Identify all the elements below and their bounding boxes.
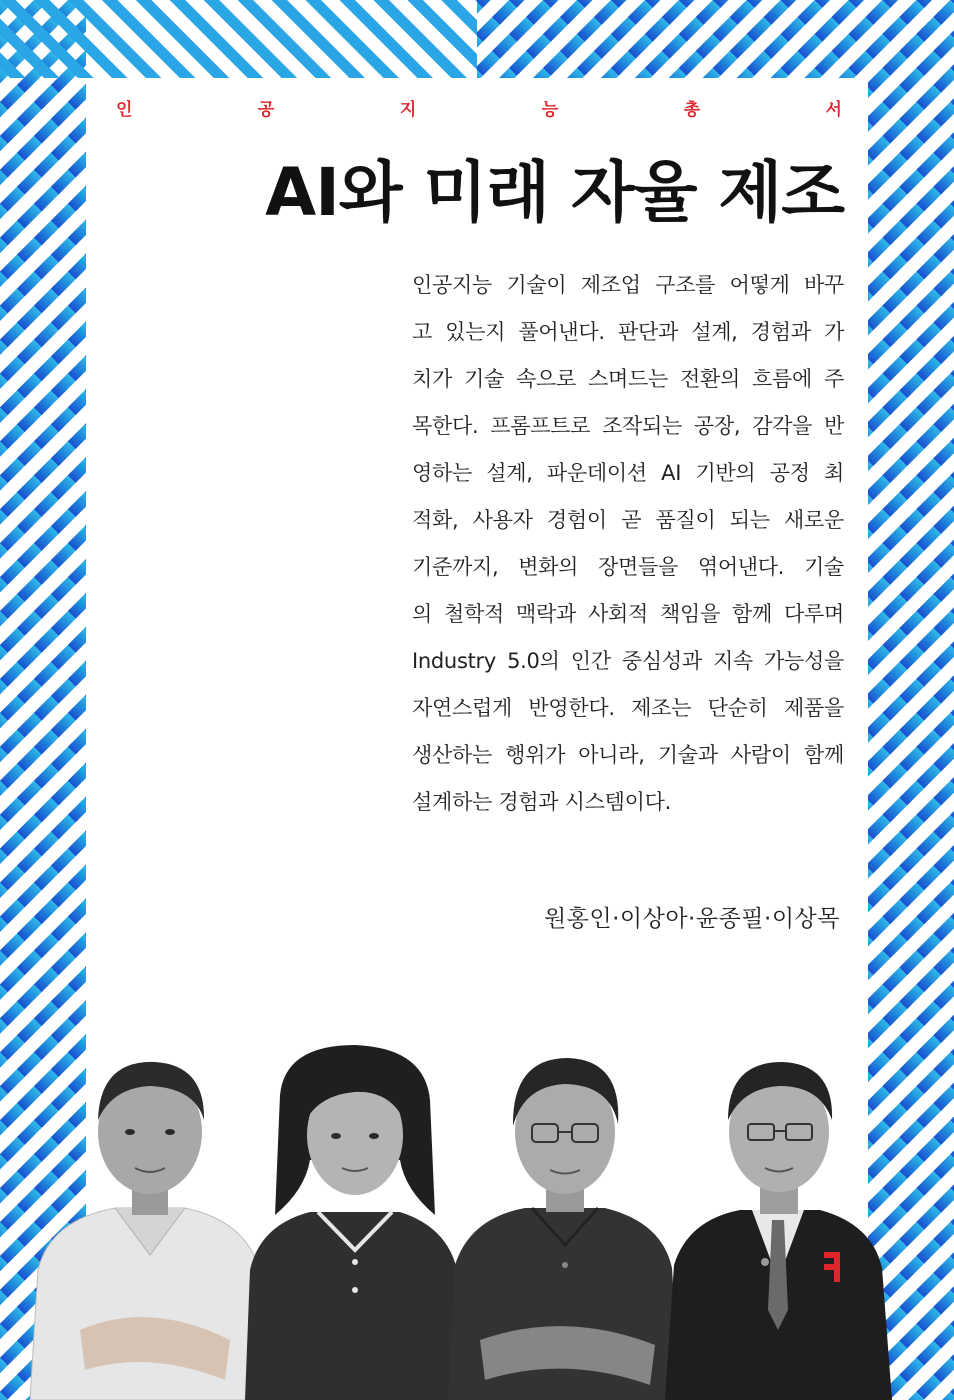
description-line: 고 있는지 풀어낸다. 판단과 설계, 경험과 가 <box>412 320 844 344</box>
author-photo-3 <box>440 1040 690 1400</box>
series-label <box>116 100 842 120</box>
description-line: Industry 5.0의 인간 중심성과 지속 가능성을 <box>412 649 844 673</box>
series-char: 서 <box>825 100 842 120</box>
description-line: 영하는 설계, 파운데이션 AI 기반의 공정 최 <box>412 461 844 485</box>
series-char: 인 <box>116 100 133 120</box>
author-photo-4 <box>660 1040 900 1400</box>
description-line: 목한다. 프롬프트로 조작되는 공장, 감각을 반 <box>412 414 844 438</box>
series-char: 총 <box>683 100 701 120</box>
description-line: 치가 기술 속으로 스며드는 전환의 흐름에 주 <box>412 367 844 391</box>
author-names: 원홍인·이상아·윤종필·이상목 <box>543 906 840 932</box>
description-line: 기준까지, 변화의 장면들을 엮어낸다. 기술 <box>412 555 844 579</box>
series-char: 능 <box>541 100 559 120</box>
description-line: 인공지능 기술이 제조업 구조를 어떻게 바꾸 <box>412 273 844 297</box>
description-line: 생산하는 행위가 아니라, 기술과 사람이 함께 <box>412 743 844 767</box>
series-char: 지 <box>399 100 417 120</box>
description-line: 설계하는 경험과 시스템이다. <box>412 790 671 814</box>
description-line: 적화, 사용자 경험이 곧 품질이 되는 새로운 <box>412 508 844 532</box>
publisher-logo <box>822 1250 842 1284</box>
book-description <box>412 262 844 826</box>
description-line: 의 철학적 맥락과 사회적 책임을 함께 다루며 <box>412 602 844 626</box>
book-title: AI와 미래 자율 제조 <box>265 154 844 231</box>
series-char: 공 <box>257 100 275 120</box>
author-photo-2 <box>240 1040 470 1400</box>
author-photos <box>0 1000 954 1400</box>
description-line: 자연스럽게 반영한다. 제조는 단순히 제품을 <box>412 696 844 720</box>
